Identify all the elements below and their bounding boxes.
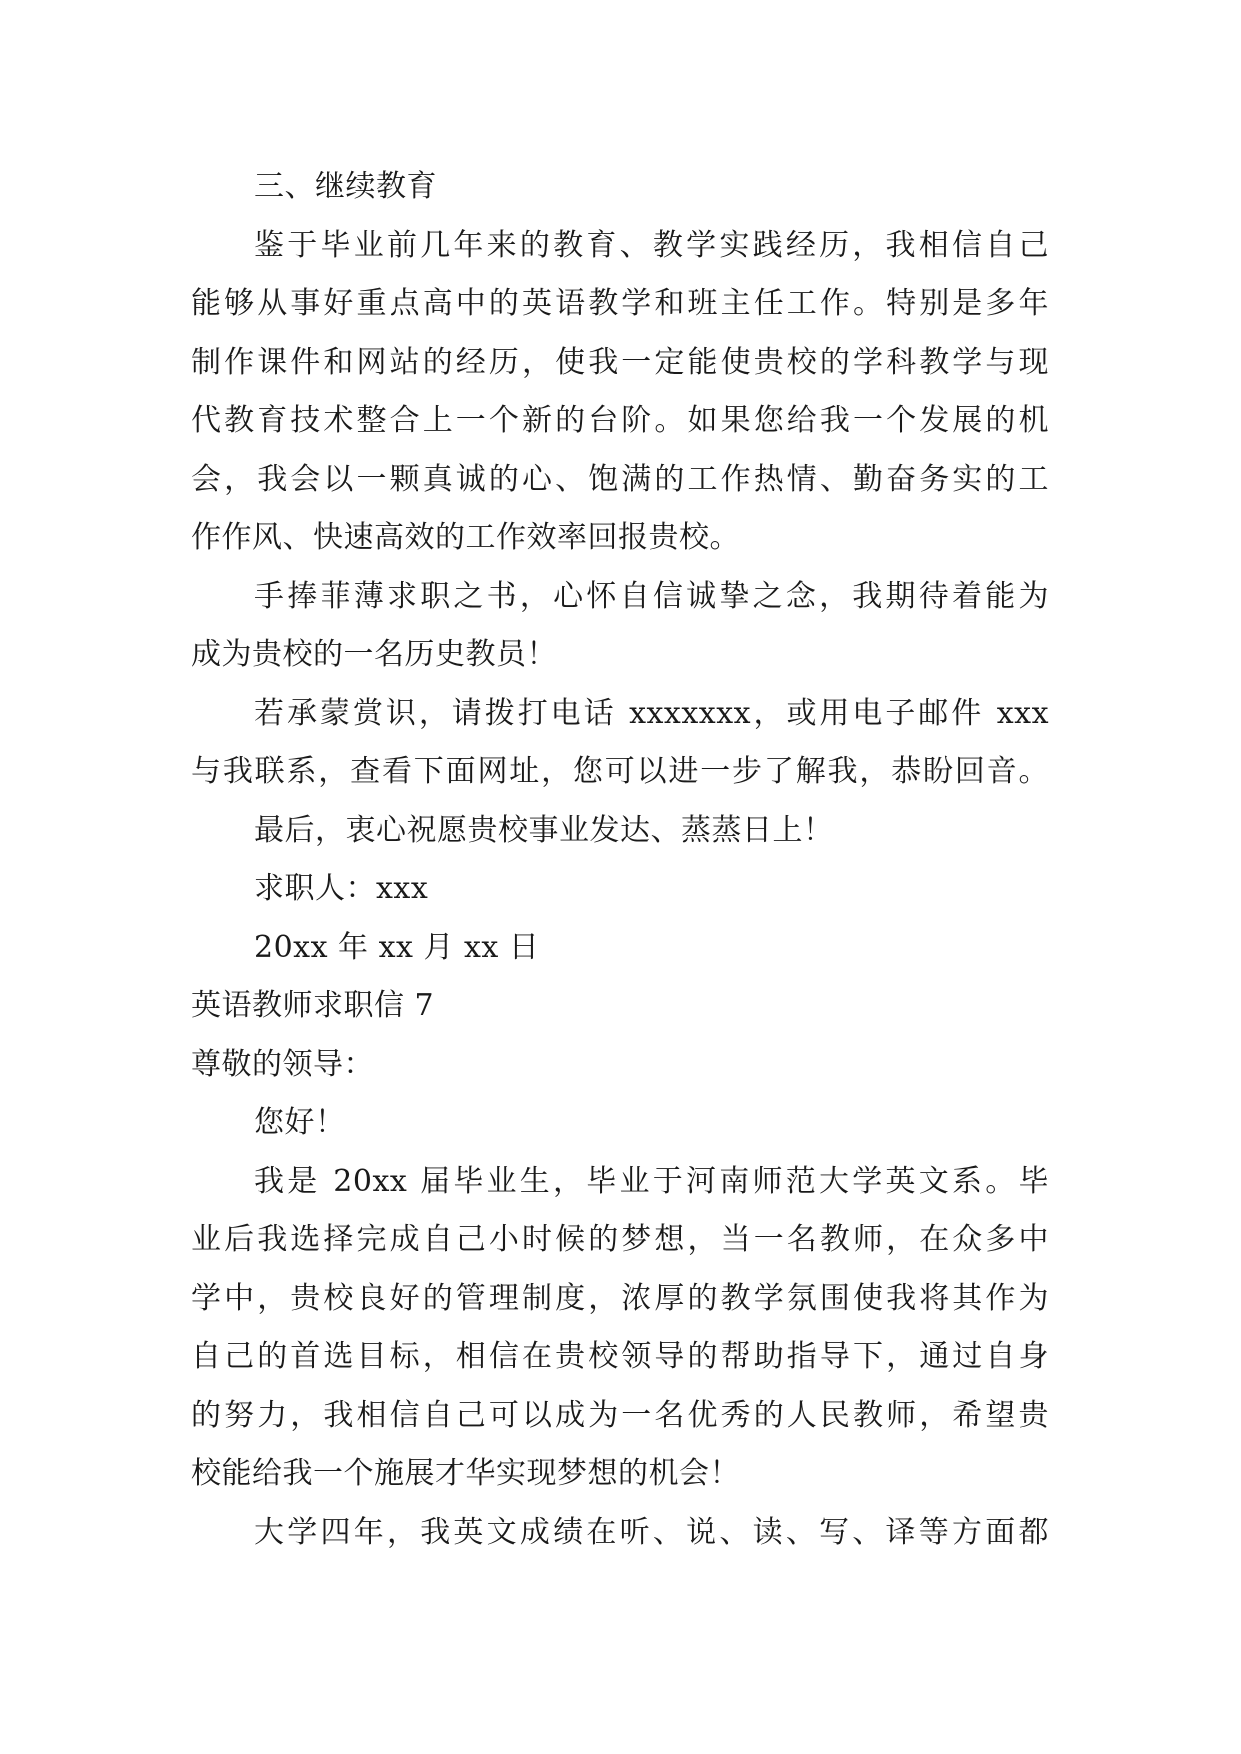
paragraph-line: 校能给我一个施展才华实现梦想的机会！ xyxy=(191,1456,740,1491)
paragraph-line: 学中，贵校良好的管理制度，浓厚的教学氛围使我将其作为 xyxy=(191,1280,1049,1316)
paragraph-line: 自己的首选目标，相信在贵校领导的帮助指导下，通过自身 xyxy=(191,1339,1049,1374)
paragraph-line: 成为贵校的一名历史教员！ xyxy=(191,637,557,672)
section-heading-continuing-education: 三、继续教育 xyxy=(254,169,437,204)
paragraph-line: 的努力，我相信自己可以成为一名优秀的人民教师，希望贵 xyxy=(191,1397,1049,1433)
contact-line: 若承蒙赏识，请拨打电话 xxxxxxx，或用电子邮件 xxx xyxy=(254,695,1049,731)
applicant-signature: 求职人：xxx xyxy=(254,871,429,906)
contact-line: 与我联系，查看下面网址，您可以进一步了解我，恭盼回音。 xyxy=(191,754,1049,789)
letter-date: 20xx 年 xx 月 xx 日 xyxy=(254,929,540,965)
salutation: 尊敬的领导： xyxy=(191,1046,374,1082)
paragraph-line: 我是 20xx 届毕业生，毕业于河南师范大学英文系。毕 xyxy=(254,1163,1049,1199)
paragraph-line: 业后我选择完成自己小时候的梦想，当一名教师，在众多中 xyxy=(191,1222,1049,1257)
paragraph-line: 制作课件和网站的经历，使我一定能使贵校的学科教学与现 xyxy=(191,344,1049,380)
paragraph-line: 能够从事好重点高中的英语教学和班主任工作。特别是多年 xyxy=(191,286,1049,321)
letter-title: 英语教师求职信 7 xyxy=(191,988,435,1023)
paragraph-line: 作作风、快速高效的工作效率回报贵校。 xyxy=(191,520,740,555)
paragraph-line: 大学四年，我英文成绩在听、说、读、写、译等方面都 xyxy=(254,1514,1049,1550)
paragraph-line: 鉴于毕业前几年来的教育、教学实践经历，我相信自己 xyxy=(254,227,1049,263)
closing-wish: 最后，衷心祝愿贵校事业发达、蒸蒸日上！ xyxy=(254,812,834,848)
paragraph-line: 代教育技术整合上一个新的台阶。如果您给我一个发展的机 xyxy=(191,403,1049,438)
greeting: 您好！ xyxy=(254,1105,346,1140)
paragraph-line: 手捧菲薄求职之书，心怀自信诚挚之念，我期待着能为 xyxy=(254,578,1049,614)
document-body xyxy=(191,158,1049,1562)
paragraph-line: 会，我会以一颗真诚的心、饱满的工作热情、勤奋务实的工 xyxy=(191,461,1049,497)
